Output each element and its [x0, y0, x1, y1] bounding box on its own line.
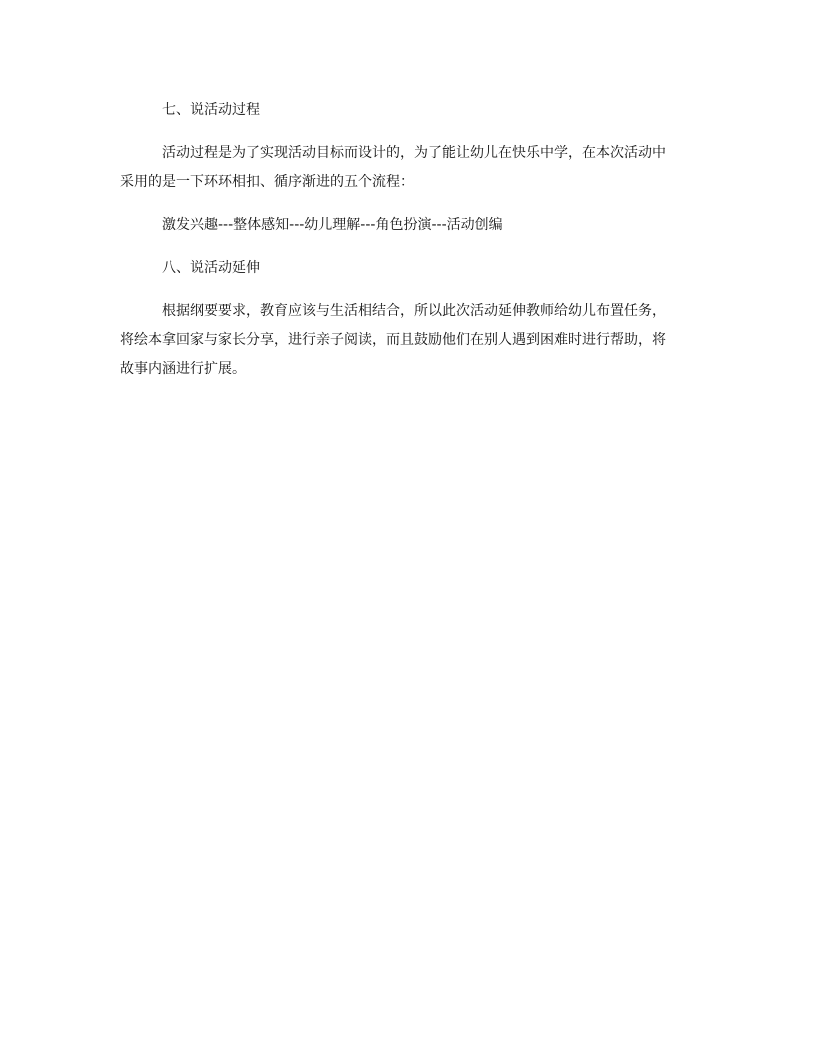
paragraph-line: 故事内涵进行扩展。: [120, 361, 246, 377]
paragraph-process-steps: [120, 211, 696, 240]
paragraph-extension: [120, 297, 696, 384]
paragraph-process-intro: [120, 139, 696, 197]
document-body: [120, 96, 696, 398]
paragraph-line: 激发兴趣---整体感知---幼儿理解---角色扮演---活动创编: [162, 217, 503, 233]
section-heading-extension: 八、说活动延伸: [162, 260, 260, 276]
paragraph-line: 根据纲要要求，教育应该与生活相结合，所以此次活动延伸教师给幼儿布置任务，: [162, 303, 666, 319]
paragraph-line: 将绘本拿回家与家长分享，进行亲子阅读，而且鼓励他们在别人遇到困难时进行帮助，将: [120, 332, 666, 348]
paragraph-line: 采用的是一下环环相扣、循序渐进的五个流程：: [120, 174, 414, 190]
section-heading-process: 七、说活动过程: [162, 102, 260, 118]
paragraph-line: 活动过程是为了实现活动目标而设计的，为了能让幼儿在快乐中学，在本次活动中: [162, 145, 666, 161]
